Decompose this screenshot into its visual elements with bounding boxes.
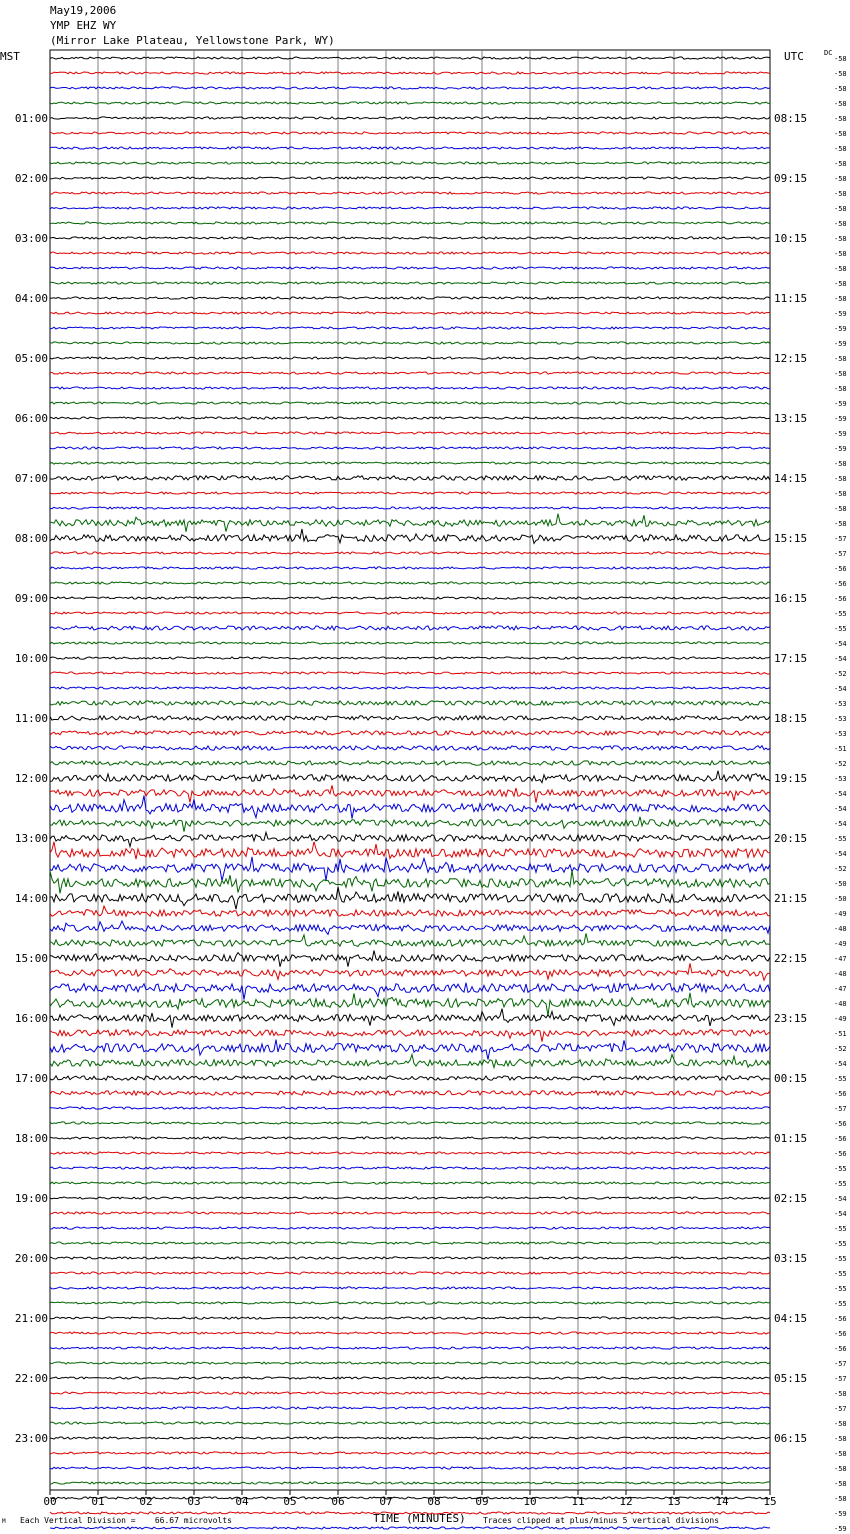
- dc-offset-label: -58: [834, 1420, 847, 1428]
- seismic-trace: [50, 402, 770, 404]
- seismic-trace: [50, 687, 770, 689]
- dc-offset-label: -55: [834, 1240, 847, 1248]
- x-tick-label: 07: [379, 1495, 393, 1508]
- mst-hour-label: 04:00: [14, 292, 48, 305]
- mst-hour-label: 19:00: [14, 1192, 48, 1205]
- dc-offset-label: -58: [834, 70, 847, 78]
- utc-hour-label: 14:15: [774, 472, 808, 485]
- seismic-trace: [50, 1317, 770, 1319]
- x-tick-label: 13: [667, 1495, 681, 1508]
- dc-offset-label: -55: [834, 1075, 847, 1083]
- dc-offset-label: -58: [834, 85, 847, 93]
- seismic-trace: [50, 237, 770, 239]
- seismic-trace: [50, 1212, 770, 1214]
- seismic-trace: [50, 327, 770, 329]
- dc-offset-label: -54: [834, 655, 847, 663]
- dc-offset-label: -58: [834, 145, 847, 153]
- utc-hour-label: 22:15: [774, 952, 808, 965]
- utc-hour-label: 05:15: [774, 1372, 808, 1385]
- utc-hour-label: 18:15: [774, 712, 808, 725]
- seismic-trace: [50, 1437, 770, 1439]
- dc-offset-label: -54: [834, 850, 847, 858]
- seismic-trace: [50, 447, 770, 449]
- seismic-trace: [50, 746, 770, 750]
- seismic-trace: [50, 785, 770, 802]
- seismic-trace: [50, 832, 770, 846]
- scale-note: Each Vertical Division = 66.67 microvolts: [20, 1516, 232, 1525]
- seismic-trace: [50, 1040, 770, 1060]
- seismic-trace: [50, 432, 770, 434]
- dc-offset-label: -58: [834, 1390, 847, 1398]
- dc-offset-label: -58: [834, 490, 847, 498]
- seismic-trace: [50, 933, 770, 946]
- dc-offset-label: -55: [834, 1270, 847, 1278]
- x-tick-label: 10: [523, 1495, 537, 1508]
- dc-offset-label: -56: [834, 1120, 847, 1128]
- seismic-trace: [50, 1407, 770, 1409]
- dc-offset-label: -58: [834, 505, 847, 513]
- seismic-trace: [50, 1227, 770, 1229]
- dc-offset-label: -53: [834, 715, 847, 723]
- dc-offset-label: -57: [834, 1360, 847, 1368]
- dc-offset-label: -58: [834, 160, 847, 168]
- dc-offset-label: -55: [834, 1300, 847, 1308]
- seismic-trace: [50, 817, 770, 832]
- dc-offset-label: -57: [834, 1105, 847, 1113]
- left-timezone-label: MST: [0, 50, 20, 63]
- seismic-trace: [50, 857, 770, 881]
- seismic-trace: [50, 87, 770, 89]
- seismic-trace: [50, 597, 770, 599]
- mst-hour-label: 16:00: [14, 1012, 48, 1025]
- dc-offset-label: -51: [834, 1030, 847, 1038]
- dc-offset-label: -54: [834, 640, 847, 648]
- dc-offset-label: -47: [834, 985, 847, 993]
- mst-hour-label: 17:00: [14, 1072, 48, 1085]
- x-tick-label: 02: [139, 1495, 153, 1508]
- seismic-trace: [50, 1009, 770, 1028]
- seismic-trace: [50, 870, 770, 893]
- mst-hour-label: 10:00: [14, 652, 48, 665]
- seismic-trace: [50, 1287, 770, 1289]
- mst-hour-label: 09:00: [14, 592, 48, 605]
- seismic-trace: [50, 342, 770, 344]
- seismic-trace: [50, 951, 770, 967]
- dc-offset-label: -58: [834, 280, 847, 288]
- mst-hour-label: 22:00: [14, 1372, 48, 1385]
- utc-hour-label: 16:15: [774, 592, 808, 605]
- seismic-trace: [50, 132, 770, 134]
- mst-hour-label: 03:00: [14, 232, 48, 245]
- dc-offset-label: -58: [834, 205, 847, 213]
- utc-hour-label: 04:15: [774, 1312, 808, 1325]
- seismic-trace: [50, 1392, 770, 1394]
- seismic-trace: [50, 192, 770, 194]
- dc-offset-label: -58: [834, 1465, 847, 1473]
- dc-offset-label: -57: [834, 550, 847, 558]
- seismic-trace: [50, 1347, 770, 1349]
- seismic-trace: [50, 1030, 770, 1042]
- utc-hour-label: 20:15: [774, 832, 808, 845]
- seismic-trace: [50, 177, 770, 179]
- seismic-trace: [50, 567, 770, 569]
- dc-offset-label: -54: [834, 685, 847, 693]
- dc-offset-label: -59: [834, 415, 847, 423]
- seismic-trace: [50, 921, 770, 934]
- dc-offset-label: -56: [834, 580, 847, 588]
- dc-offset-label: -49: [834, 1015, 847, 1023]
- dc-offset-label: -48: [834, 970, 847, 978]
- dc-offset-label: -59: [834, 1525, 847, 1533]
- seismic-trace: [50, 582, 770, 584]
- dc-offset-label: -58: [834, 115, 847, 123]
- utc-hour-label: 15:15: [774, 532, 808, 545]
- seismic-trace: [50, 626, 770, 630]
- dc-offset-label: -52: [834, 760, 847, 768]
- x-tick-label: 01: [91, 1495, 105, 1508]
- dc-offset-label: -59: [834, 310, 847, 318]
- mst-hour-label: 02:00: [14, 172, 48, 185]
- dc-offset-label: -58: [834, 1450, 847, 1458]
- seismic-trace: [50, 552, 770, 554]
- dc-offset-label: -58: [834, 1480, 847, 1488]
- seismic-trace: [50, 252, 770, 254]
- x-tick-label: 09: [475, 1495, 489, 1508]
- seismic-trace: [50, 507, 770, 509]
- dc-offset-label: -58: [834, 250, 847, 258]
- seismic-trace: [50, 222, 770, 224]
- dc-offset-label: -56: [834, 1330, 847, 1338]
- seismic-trace: [50, 267, 770, 269]
- utc-hour-label: 12:15: [774, 352, 808, 365]
- dc-offset-label: -59: [834, 340, 847, 348]
- utc-hour-label: 09:15: [774, 172, 808, 185]
- dc-offset-label: -58: [834, 220, 847, 228]
- x-tick-label: 08: [427, 1495, 441, 1508]
- seismic-trace: [50, 983, 770, 1000]
- seismic-trace: [50, 1076, 770, 1080]
- dc-offset-label: -58: [834, 175, 847, 183]
- x-tick-label: 12: [619, 1495, 633, 1508]
- dc-offset-label: -56: [834, 1315, 847, 1323]
- seismic-trace: [50, 1482, 770, 1484]
- seismic-trace: [50, 492, 770, 494]
- x-tick-label: 11: [571, 1495, 585, 1508]
- dc-offset-label: -58: [834, 460, 847, 468]
- dc-offset-label: -55: [834, 1255, 847, 1263]
- dc-offset-label: -57: [834, 1375, 847, 1383]
- seismic-trace: [50, 642, 770, 644]
- mst-hour-label: 13:00: [14, 832, 48, 845]
- mst-hour-label: 18:00: [14, 1132, 48, 1145]
- corner-mark: M: [2, 1518, 6, 1525]
- dc-offset-label: -58: [834, 370, 847, 378]
- utc-hour-label: 23:15: [774, 1012, 808, 1025]
- dc-offset-label: -58: [834, 475, 847, 483]
- dc-offset-label: -55: [834, 1180, 847, 1188]
- dc-offset-label: -58: [834, 55, 847, 63]
- dc-offset-label: -56: [834, 1090, 847, 1098]
- dc-offset-label: -56: [834, 1345, 847, 1353]
- dc-offset-label: -52: [834, 1045, 847, 1053]
- seismic-trace: [50, 1332, 770, 1334]
- utc-hour-label: 08:15: [774, 112, 808, 125]
- seismic-trace: [50, 1122, 770, 1124]
- seismic-trace: [50, 1377, 770, 1379]
- seismic-trace: [50, 1302, 770, 1304]
- utc-hour-label: 00:15: [774, 1072, 808, 1085]
- seismic-trace: [50, 1182, 770, 1184]
- seismic-trace: [50, 1242, 770, 1244]
- dc-offset-label: -53: [834, 730, 847, 738]
- seismic-trace: [50, 1467, 770, 1469]
- utc-hour-label: 11:15: [774, 292, 808, 305]
- seismic-trace: [50, 207, 770, 209]
- seismic-trace: [50, 462, 770, 464]
- dc-offset-label: -58: [834, 190, 847, 198]
- dc-offset-label: -56: [834, 565, 847, 573]
- seismic-trace: [50, 372, 770, 374]
- dc-offset-label: -58: [834, 295, 847, 303]
- seismic-trace: [50, 162, 770, 164]
- seismic-trace: [50, 1137, 770, 1139]
- seismic-trace: [50, 1197, 770, 1199]
- seismic-trace: [50, 476, 770, 480]
- dc-offset-label: -59: [834, 445, 847, 453]
- dc-offset-label: -48: [834, 925, 847, 933]
- seismic-trace: [50, 312, 770, 314]
- seismic-trace: [50, 387, 770, 389]
- dc-offset-label: -54: [834, 1210, 847, 1218]
- dc-offset-label: -59: [834, 1510, 847, 1518]
- seismic-trace: [50, 1422, 770, 1424]
- dc-offset-label: -53: [834, 700, 847, 708]
- dc-offset-header: DC: [824, 49, 833, 57]
- dc-offset-label: -53: [834, 775, 847, 783]
- seismic-trace: [50, 672, 770, 674]
- dc-offset-label: -55: [834, 610, 847, 618]
- dc-offset-label: -59: [834, 400, 847, 408]
- dc-offset-label: -58: [834, 265, 847, 273]
- dc-offset-label: -47: [834, 955, 847, 963]
- dc-offset-label: -55: [834, 1285, 847, 1293]
- dc-offset-label: -57: [834, 535, 847, 543]
- dc-offset-label: -49: [834, 940, 847, 948]
- utc-hour-label: 02:15: [774, 1192, 808, 1205]
- mst-hour-label: 20:00: [14, 1252, 48, 1265]
- seismic-trace: [50, 842, 770, 859]
- dc-offset-label: -54: [834, 790, 847, 798]
- seismic-trace: [50, 1055, 770, 1068]
- mst-hour-label: 15:00: [14, 952, 48, 965]
- dc-offset-label: -52: [834, 670, 847, 678]
- seismic-trace: [50, 1452, 770, 1454]
- utc-hour-label: 21:15: [774, 892, 808, 905]
- seismic-trace: [50, 887, 770, 910]
- utc-hour-label: 13:15: [774, 412, 808, 425]
- seismic-trace: [50, 1107, 770, 1109]
- seismic-trace: [50, 282, 770, 284]
- dc-offset-label: -49: [834, 910, 847, 918]
- mst-hour-label: 23:00: [14, 1432, 48, 1445]
- dc-offset-label: -58: [834, 130, 847, 138]
- seismic-trace: [50, 117, 770, 119]
- seismic-trace: [50, 1272, 770, 1274]
- dc-offset-label: -54: [834, 820, 847, 828]
- dc-offset-label: -50: [834, 880, 847, 888]
- dc-offset-label: -50: [834, 895, 847, 903]
- x-tick-label: 14: [715, 1495, 729, 1508]
- mst-hour-label: 12:00: [14, 772, 48, 785]
- seismic-trace: [50, 657, 770, 659]
- dc-offset-label: -52: [834, 865, 847, 873]
- dc-offset-label: -58: [834, 100, 847, 108]
- seismic-trace: [50, 514, 770, 532]
- mst-hour-label: 14:00: [14, 892, 48, 905]
- seismic-trace: [50, 701, 770, 705]
- dc-offset-label: -57: [834, 1405, 847, 1413]
- mst-hour-label: 08:00: [14, 532, 48, 545]
- dc-offset-label: -58: [834, 355, 847, 363]
- utc-hour-label: 03:15: [774, 1252, 808, 1265]
- x-tick-label: 05: [283, 1495, 297, 1508]
- dc-offset-label: -48: [834, 1000, 847, 1008]
- mst-hour-label: 07:00: [14, 472, 48, 485]
- dc-offset-label: -58: [834, 1495, 847, 1503]
- clip-note: Traces clipped at plus/minus 5 vertical divisions: [483, 1516, 720, 1525]
- x-tick-label: 00: [43, 1495, 57, 1508]
- dc-offset-label: -55: [834, 1225, 847, 1233]
- station-code: YMP EHZ WY: [50, 19, 117, 32]
- dc-offset-label: -54: [834, 805, 847, 813]
- dc-offset-label: -55: [834, 835, 847, 843]
- dc-offset-label: -51: [834, 745, 847, 753]
- dc-offset-label: -58: [834, 1435, 847, 1443]
- dc-offset-label: -58: [834, 235, 847, 243]
- seismic-trace: [50, 57, 770, 59]
- seismic-trace: [50, 796, 770, 819]
- utc-hour-label: 19:15: [774, 772, 808, 785]
- seismic-trace: [50, 963, 770, 980]
- dc-offset-label: -56: [834, 595, 847, 603]
- dc-offset-label: -54: [834, 1195, 847, 1203]
- seismic-trace: [50, 731, 770, 735]
- x-tick-label: 03: [187, 1495, 201, 1508]
- right-timezone-label: UTC: [784, 50, 804, 63]
- utc-hour-label: 10:15: [774, 232, 808, 245]
- seismic-trace: [50, 1152, 770, 1154]
- seismic-trace: [50, 1362, 770, 1364]
- seismic-trace: [50, 906, 770, 916]
- seismic-trace: [50, 1497, 770, 1499]
- seismic-trace: [50, 147, 770, 149]
- utc-hour-label: 01:15: [774, 1132, 808, 1145]
- seismic-trace: [50, 1257, 770, 1259]
- dc-offset-label: -54: [834, 1060, 847, 1068]
- dc-offset-label: -58: [834, 385, 847, 393]
- seismic-trace: [50, 529, 770, 544]
- utc-hour-label: 06:15: [774, 1432, 808, 1445]
- utc-hour-label: 17:15: [774, 652, 808, 665]
- seismic-trace: [50, 771, 770, 783]
- seismic-trace: [50, 761, 770, 765]
- mst-hour-label: 01:00: [14, 112, 48, 125]
- dc-offset-label: -58: [834, 520, 847, 528]
- dc-offset-label: -55: [834, 625, 847, 633]
- seismic-trace: [50, 297, 770, 299]
- seismic-trace: [50, 612, 770, 614]
- x-axis-title: TIME (MINUTES): [373, 1512, 466, 1525]
- seismic-trace: [50, 102, 770, 104]
- x-tick-label: 04: [235, 1495, 249, 1508]
- seismic-trace: [50, 1091, 770, 1095]
- seismic-trace: [50, 417, 770, 419]
- dc-offset-label: -59: [834, 325, 847, 333]
- seismic-trace: [50, 1167, 770, 1169]
- mst-hour-label: 05:00: [14, 352, 48, 365]
- dc-offset-label: -56: [834, 1135, 847, 1143]
- x-tick-label: 15: [763, 1495, 777, 1508]
- seismic-trace: [50, 72, 770, 74]
- seismic-trace: [50, 1527, 770, 1529]
- mst-hour-label: 06:00: [14, 412, 48, 425]
- seismic-trace: [50, 993, 770, 1016]
- chart-date: May19,2006: [50, 4, 117, 17]
- seismic-trace: [50, 716, 770, 720]
- x-tick-label: 06: [331, 1495, 345, 1508]
- dc-offset-label: -55: [834, 1165, 847, 1173]
- dc-offset-label: -59: [834, 430, 847, 438]
- seismic-trace: [50, 357, 770, 359]
- station-location: (Mirror Lake Plateau, Yellowstone Park, WY): [50, 34, 335, 47]
- mst-hour-label: 11:00: [14, 712, 48, 725]
- dc-offset-label: -56: [834, 1150, 847, 1158]
- mst-hour-label: 21:00: [14, 1312, 48, 1325]
